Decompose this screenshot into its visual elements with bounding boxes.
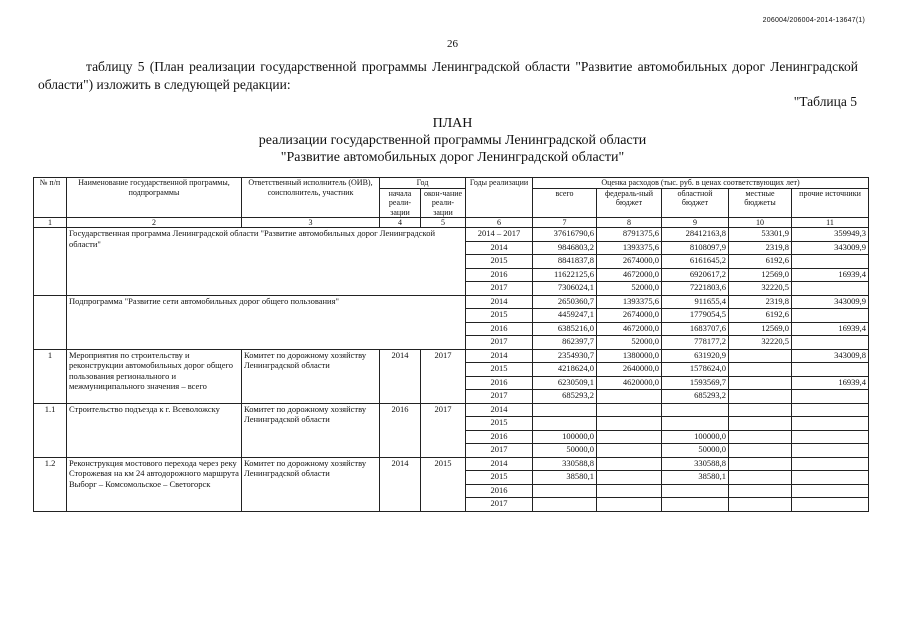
plan-title: [0, 115, 905, 166]
cell-federal: 1393375,6: [597, 241, 662, 255]
header-executor: Ответственный исполнитель (ОИВ), соисполнитель, участник: [242, 178, 380, 218]
end-year: 2015: [421, 457, 466, 511]
cell-federal: [597, 390, 662, 404]
cell-total: 330588,8: [533, 457, 597, 471]
cell-local: [729, 430, 792, 444]
table-row: [34, 349, 869, 363]
cell-local: 2319,8: [729, 295, 792, 309]
cell-local: [729, 484, 792, 498]
cell-regional: 1683707,6: [662, 322, 729, 336]
cell-federal: [597, 417, 662, 431]
cell-other: [792, 430, 869, 444]
end-year: 2017: [421, 403, 466, 457]
table-header: [34, 178, 869, 228]
cell-other: 343009,9: [792, 241, 869, 255]
executor-name: Комитет по дорожному хозяйству Ленинградской области: [242, 349, 380, 403]
cell-federal: [597, 430, 662, 444]
row-number: 1: [34, 349, 67, 403]
cell-other: [792, 403, 869, 417]
cell-total: 862397,7: [533, 336, 597, 350]
cell-total: 50000,0: [533, 444, 597, 458]
intro-line-1: таблицу 5 (План реализации государственной программы Ленинградской области "Развитие автомобильных дорог: [86, 59, 766, 74]
table-caption-tag: "Таблица 5: [793, 94, 857, 109]
cell-year: 2016: [466, 268, 533, 282]
cell-federal: 2640000,0: [597, 363, 662, 377]
column-index: 1: [34, 218, 67, 228]
column-index: 3: [242, 218, 380, 228]
cell-federal: 52000,0: [597, 336, 662, 350]
cell-other: 16939,4: [792, 376, 869, 390]
intro-paragraph: [38, 58, 858, 94]
cell-other: [792, 457, 869, 471]
cell-year: 2014: [466, 457, 533, 471]
cell-regional: 7221803,6: [662, 282, 729, 296]
column-index: 11: [792, 218, 869, 228]
cell-regional: [662, 417, 729, 431]
cell-federal: [597, 471, 662, 485]
cell-local: 12569,0: [729, 322, 792, 336]
executor-name: Комитет по дорожному хозяйству Ленинградской области: [242, 403, 380, 457]
header-regional: областной бюджет: [662, 188, 729, 218]
cell-other: 16939,4: [792, 268, 869, 282]
document-id: 206004/206004-2014-13647(1): [762, 17, 865, 24]
column-index: 8: [597, 218, 662, 228]
cell-local: 12569,0: [729, 268, 792, 282]
cell-year: 2016: [466, 322, 533, 336]
row-number: [34, 295, 67, 349]
cell-total: 2354930,7: [533, 349, 597, 363]
column-index: 7: [533, 218, 597, 228]
cell-regional: 1593569,7: [662, 376, 729, 390]
cell-year: 2015: [466, 471, 533, 485]
start-year: 2016: [380, 403, 421, 457]
activity-name: Реконструкция мостового перехода через реку Сторожевая на км 24 автодорожного маршрута Выборг – Комсомольское – Светогорск: [67, 457, 242, 511]
cell-total: [533, 403, 597, 417]
cell-regional: 1578624,0: [662, 363, 729, 377]
plan-title-heading: ПЛАН: [432, 116, 473, 131]
cell-other: 16939,4: [792, 322, 869, 336]
column-index: 5: [421, 218, 466, 228]
intro-line-2: Ленинградской области") изложить в следующей редакции:: [38, 59, 859, 92]
cell-federal: [597, 444, 662, 458]
cell-federal: 1380000,0: [597, 349, 662, 363]
cell-federal: 4620000,0: [597, 376, 662, 390]
cell-local: [729, 471, 792, 485]
cell-total: [533, 498, 597, 512]
cell-local: 53301,9: [729, 228, 792, 242]
column-index: 10: [729, 218, 792, 228]
header-year-start: начала реали-зации: [380, 188, 421, 218]
cell-other: 343009,9: [792, 295, 869, 309]
cell-year: 2014: [466, 349, 533, 363]
cell-year: 2016: [466, 376, 533, 390]
cell-total: 685293,2: [533, 390, 597, 404]
cell-local: 2319,8: [729, 241, 792, 255]
cell-local: [729, 363, 792, 377]
cell-year: 2017: [466, 444, 533, 458]
column-index: 6: [466, 218, 533, 228]
header-local: местные бюджеты: [729, 188, 792, 218]
start-year: 2014: [380, 457, 421, 511]
cell-regional: 38580,1: [662, 471, 729, 485]
table-body: [34, 228, 869, 512]
cell-other: [792, 309, 869, 323]
column-index: 9: [662, 218, 729, 228]
cell-year: 2015: [466, 255, 533, 269]
cell-regional: 778177,2: [662, 336, 729, 350]
cell-federal: [597, 498, 662, 512]
plan-table: [33, 177, 869, 512]
cell-local: [729, 390, 792, 404]
cell-total: 38580,1: [533, 471, 597, 485]
end-year: 2017: [421, 349, 466, 403]
table-row: [34, 295, 869, 309]
start-year: 2014: [380, 349, 421, 403]
cell-regional: 28412163,8: [662, 228, 729, 242]
page-number: 26: [447, 38, 458, 50]
cell-local: 6192,6: [729, 255, 792, 269]
cell-year: 2017: [466, 336, 533, 350]
cell-federal: 2674000,0: [597, 309, 662, 323]
cell-year: 2014 – 2017: [466, 228, 533, 242]
cell-year: 2015: [466, 309, 533, 323]
header-year: Год: [380, 178, 466, 189]
cell-local: 6192,6: [729, 309, 792, 323]
row-number: 1.1: [34, 403, 67, 457]
cell-regional: [662, 403, 729, 417]
cell-federal: [597, 403, 662, 417]
cell-other: [792, 417, 869, 431]
table-row: [34, 228, 869, 242]
cell-local: [729, 498, 792, 512]
cell-regional: 631920,9: [662, 349, 729, 363]
cell-other: [792, 498, 869, 512]
cell-federal: 8791375,6: [597, 228, 662, 242]
cell-local: [729, 376, 792, 390]
cell-regional: 6161645,2: [662, 255, 729, 269]
cell-local: [729, 403, 792, 417]
header-name: Наименование государственной программы, подпрограммы: [67, 178, 242, 218]
cell-other: [792, 444, 869, 458]
column-index: 4: [380, 218, 421, 228]
header-num: № п/п: [34, 178, 67, 218]
cell-local: [729, 444, 792, 458]
program-name: Подпрограмма "Развитие сети автомобильных дорог общего пользования": [67, 295, 466, 349]
cell-year: 2015: [466, 363, 533, 377]
cell-other: 343009,8: [792, 349, 869, 363]
cell-regional: 330588,8: [662, 457, 729, 471]
cell-regional: 8108097,9: [662, 241, 729, 255]
cell-total: 4459247,1: [533, 309, 597, 323]
header-other: прочие источники: [792, 188, 869, 218]
activity-name: Строительство подъезда к г. Всеволожску: [67, 403, 242, 457]
cell-other: [792, 471, 869, 485]
cell-total: [533, 417, 597, 431]
cell-regional: 100000,0: [662, 430, 729, 444]
cell-total: 37616790,6: [533, 228, 597, 242]
cell-total: 2650360,7: [533, 295, 597, 309]
cell-federal: 4672000,0: [597, 322, 662, 336]
cell-regional: 1779054,5: [662, 309, 729, 323]
cell-other: [792, 390, 869, 404]
cell-local: [729, 349, 792, 363]
cell-regional: 6920617,2: [662, 268, 729, 282]
cell-year: 2014: [466, 295, 533, 309]
column-index-row: [34, 218, 869, 228]
header-year-end: окон-чание реали-зации: [421, 188, 466, 218]
cell-year: 2017: [466, 282, 533, 296]
cell-other: [792, 336, 869, 350]
cell-local: 32220,5: [729, 336, 792, 350]
cell-federal: 2674000,0: [597, 255, 662, 269]
header-total: всего: [533, 188, 597, 218]
cell-regional: 685293,2: [662, 390, 729, 404]
cell-total: 7306024,1: [533, 282, 597, 296]
cell-local: [729, 457, 792, 471]
cell-total: 8841837,8: [533, 255, 597, 269]
activity-name: Мероприятия по строительству и реконструкции автомобильных дорог общего пользования регионального и межмуниципального значения – всего: [67, 349, 242, 403]
column-index: 2: [67, 218, 242, 228]
cell-other: [792, 282, 869, 296]
cell-federal: 52000,0: [597, 282, 662, 296]
cell-other: 359949,3: [792, 228, 869, 242]
cell-other: [792, 484, 869, 498]
cell-year: 2016: [466, 430, 533, 444]
cell-local: 32220,5: [729, 282, 792, 296]
table-row: [34, 403, 869, 417]
cell-year: 2014: [466, 241, 533, 255]
table-row: [34, 457, 869, 471]
cell-regional: [662, 498, 729, 512]
cell-total: 6385216,0: [533, 322, 597, 336]
executor-name: Комитет по дорожному хозяйству Ленинградской области: [242, 457, 380, 511]
cell-total: 11622125,6: [533, 268, 597, 282]
cell-regional: [662, 484, 729, 498]
cell-federal: [597, 457, 662, 471]
cell-local: [729, 417, 792, 431]
cell-federal: 4672000,0: [597, 268, 662, 282]
row-number: [34, 228, 67, 296]
header-federal: федераль-ный бюджет: [597, 188, 662, 218]
header-years: Годы реализации: [466, 178, 533, 218]
cell-total: 6230509,1: [533, 376, 597, 390]
row-number: 1.2: [34, 457, 67, 511]
cell-total: [533, 484, 597, 498]
cell-regional: 50000,0: [662, 444, 729, 458]
plan-title-line-3: "Развитие автомобильных дорог Ленинградской области": [280, 150, 625, 165]
cell-year: 2014: [466, 403, 533, 417]
header-costs: Оценка расходов (тыс. руб. в ценах соответствующих лет): [533, 178, 869, 189]
cell-year: 2015: [466, 417, 533, 431]
cell-other: [792, 255, 869, 269]
cell-year: 2017: [466, 390, 533, 404]
cell-total: 9846803,2: [533, 241, 597, 255]
cell-federal: [597, 484, 662, 498]
cell-year: 2016: [466, 484, 533, 498]
cell-other: [792, 363, 869, 377]
cell-regional: 911655,4: [662, 295, 729, 309]
cell-total: 100000,0: [533, 430, 597, 444]
program-name: Государственная программа Ленинградской области "Развитие автомобильных дорог Ленинградской области": [67, 228, 466, 296]
cell-total: 4218624,0: [533, 363, 597, 377]
plan-title-line-2: реализации государственной программы Ленинградской области: [258, 133, 647, 148]
cell-federal: 1393375,6: [597, 295, 662, 309]
cell-year: 2017: [466, 498, 533, 512]
